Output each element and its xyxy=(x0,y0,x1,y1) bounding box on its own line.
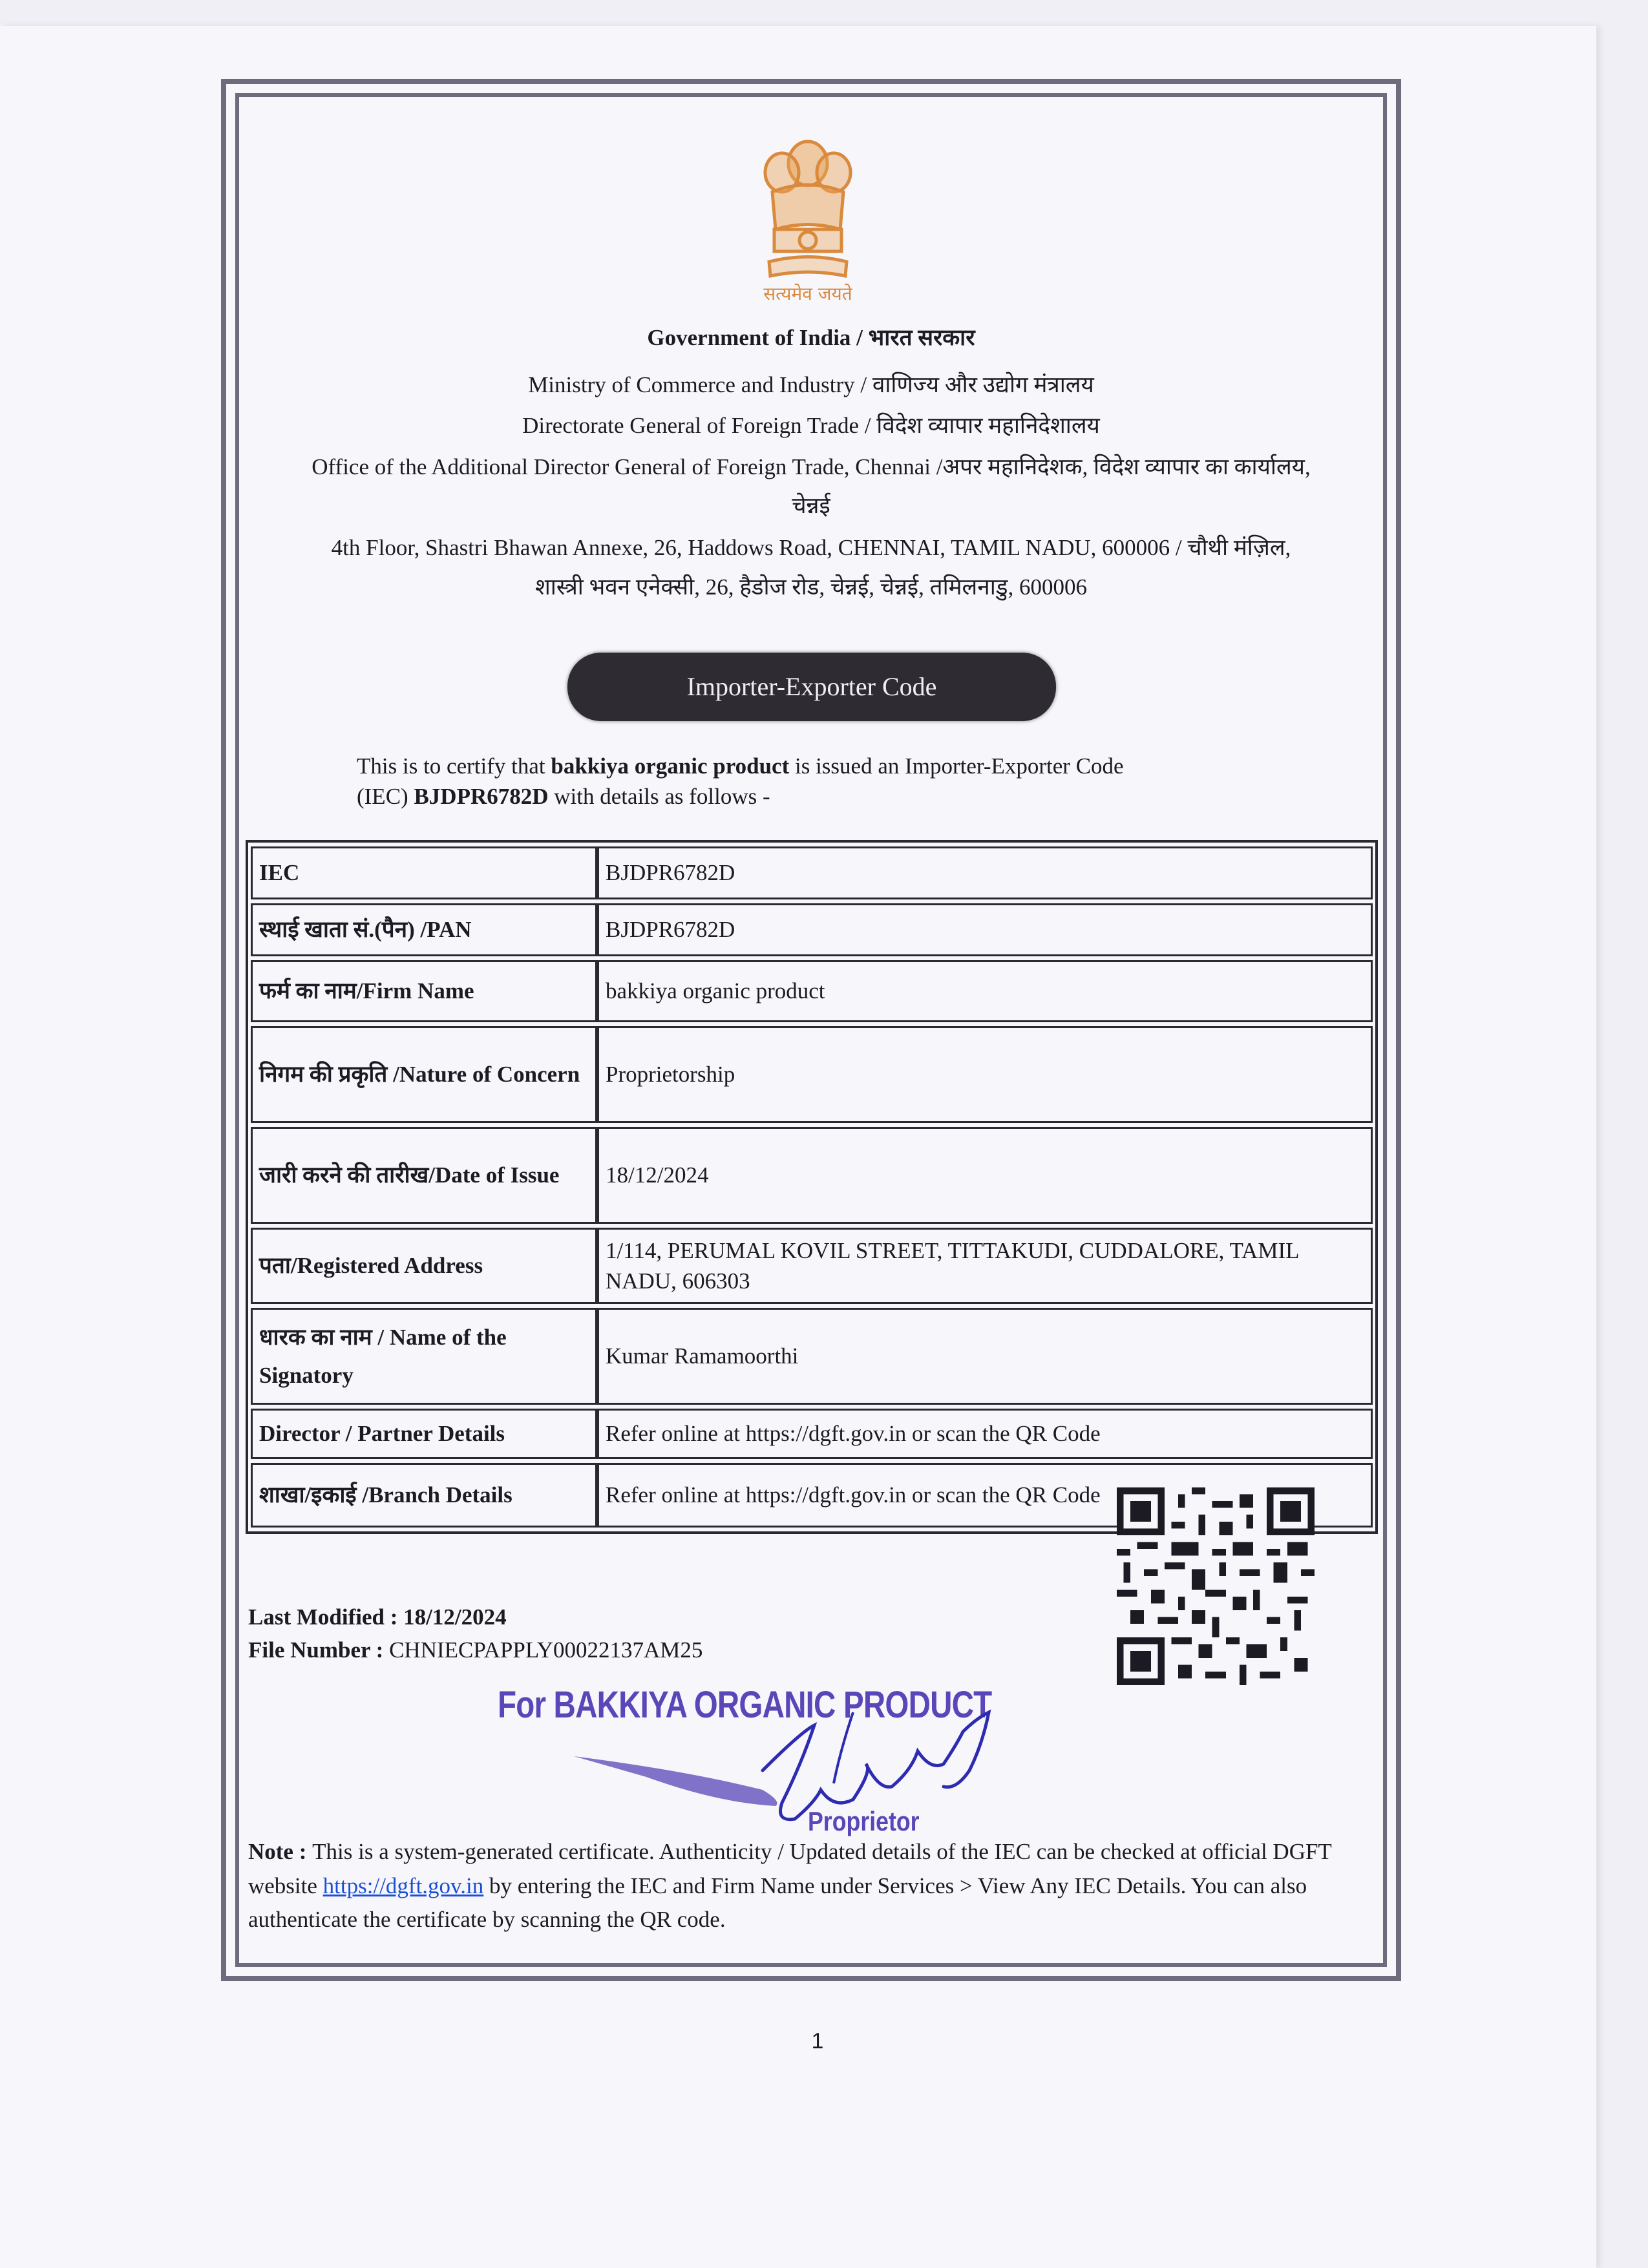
emblem-motto: सत्यमेव जयते xyxy=(763,283,852,304)
row-label: स्थाई खाता सं.(पैन) /PAN xyxy=(251,903,597,956)
certify-middle: is issued an Importer-Exporter Code xyxy=(789,753,1124,779)
row-value: Kumar Ramamoorthi xyxy=(597,1308,1373,1405)
stamp-designation: Proprietor xyxy=(808,1806,920,1836)
table-row xyxy=(251,903,1373,956)
row-label: फर्म का नाम/Firm Name xyxy=(251,960,597,1022)
header-line-address: 4th Floor, Shastri Bhawan Annexe, 26, Haddows Road, CHENNAI, TAMIL NADU, 600006 / चौथी मंज़िल, xyxy=(331,535,1291,560)
table-row xyxy=(251,1127,1373,1224)
row-value: bakkiya organic product xyxy=(597,960,1373,1022)
note-text-1: This is a system-generated certificate. Authenticity / Updated details of the IEC can be checked at official DGFT website xyxy=(248,1839,1332,1898)
row-label: पता/Registered Address xyxy=(251,1228,597,1304)
last-modified-value: 18/12/2024 xyxy=(403,1604,507,1630)
row-value: 1/114, PERUMAL KOVIL STREET, TITTAKUDI, CUDDALORE, TAMIL NADU, 606303 xyxy=(597,1228,1373,1304)
footer-metadata xyxy=(248,1601,703,1667)
certify-statement xyxy=(357,751,1294,812)
note-text-2: by entering the IEC and Firm Name under Services > View Any IEC Details. You can also authenticate the certificate by scanning the QR code. xyxy=(248,1873,1307,1932)
page-number: 1 xyxy=(811,2029,824,2053)
row-label: धारक का नाम / Name of the Signatory xyxy=(251,1308,597,1405)
table-row xyxy=(251,1409,1373,1459)
stamp-company: For BAKKIYA ORGANIC PRODUCT xyxy=(498,1684,992,1726)
row-label: शाखा/इकाई /Branch Details xyxy=(251,1463,597,1528)
row-label: IEC xyxy=(251,846,597,899)
last-modified-label: Last Modified : xyxy=(248,1604,404,1630)
row-label: Director / Partner Details xyxy=(251,1409,597,1459)
certify-iec: BJDPR6782D xyxy=(414,784,549,810)
certify-prefix: This is to certify that xyxy=(357,753,551,779)
certify-firm: bakkiya organic product xyxy=(551,753,790,779)
qr-code-icon[interactable] xyxy=(1117,1487,1315,1685)
header-line-office: Office of the Additional Director General of Foreign Trade, Chennai /अपर महानिदेशक, विदेश व्यापार का कार्यालय, xyxy=(312,454,1311,479)
row-value: Proprietorship xyxy=(597,1026,1373,1123)
certify-iec-prefix: (IEC) xyxy=(357,784,414,810)
table-row xyxy=(251,1228,1373,1304)
row-label: निगम की प्रकृति /Nature of Concern xyxy=(251,1026,597,1123)
note-label: Note : xyxy=(248,1839,313,1864)
file-number-label: File Number : xyxy=(248,1637,390,1663)
certify-suffix: with details as follows - xyxy=(548,784,770,810)
iec-title: Importer-Exporter Code xyxy=(686,672,937,701)
file-number-value: CHNIECPAPPLY00022137AM25 xyxy=(389,1637,703,1663)
handwritten-signature-icon xyxy=(569,1693,1034,1842)
header-line-ministry: Ministry of Commerce and Industry / वाणिज्य और उद्योग मंत्रालय xyxy=(528,372,1094,397)
header-line-directorate: Directorate General of Foreign Trade / विदेश व्यापार महानिदेशालय xyxy=(522,413,1100,438)
table-row xyxy=(251,1308,1373,1405)
iec-details-table xyxy=(246,840,1378,1534)
row-value: Refer online at https://dgft.gov.in or scan the QR Code xyxy=(597,1463,1373,1528)
header-line-office-city: चेन्नई xyxy=(792,493,830,518)
header-line-address-hindi: शास्त्री भवन एनेक्सी, 26, हैडोज रोड, चेन्नई, चेन्नई, तमिलनाडु, 600006 xyxy=(534,574,1088,600)
row-value: Refer online at https://dgft.gov.in or scan the QR Code xyxy=(597,1409,1373,1459)
table-row xyxy=(251,960,1373,1022)
dgft-link[interactable]: https://dgft.gov.in xyxy=(322,1873,484,1898)
row-value: BJDPR6782D xyxy=(597,846,1373,899)
certificate-note xyxy=(248,1835,1357,1937)
row-value: 18/12/2024 xyxy=(597,1127,1373,1224)
table-row xyxy=(251,846,1373,899)
table-row xyxy=(251,1026,1373,1123)
row-label: जारी करने की तारीख/Date of Issue xyxy=(251,1127,597,1224)
header-line-government: Government of India / भारत सरकार xyxy=(647,325,975,350)
row-value: BJDPR6782D xyxy=(597,903,1373,956)
